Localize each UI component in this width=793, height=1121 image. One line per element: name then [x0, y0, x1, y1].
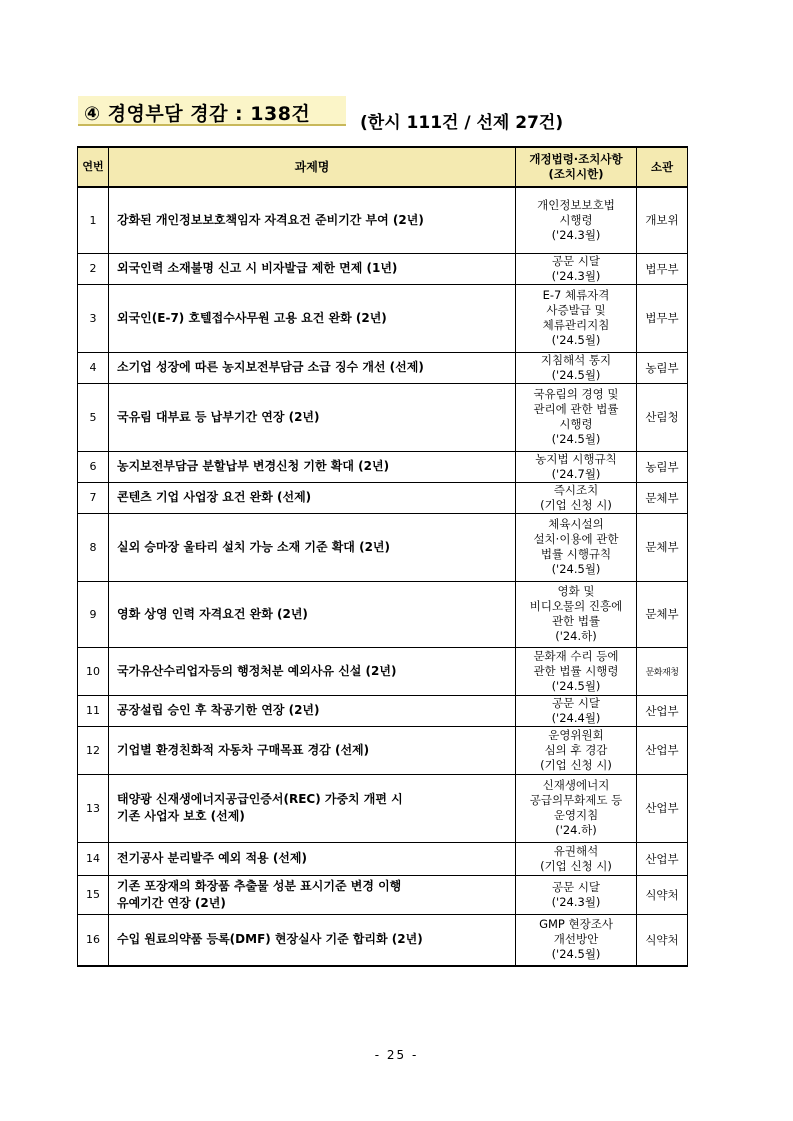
row-number: 13: [78, 774, 109, 842]
responsible-ministry: 개보위: [637, 187, 688, 253]
task-title-line: 실외 승마장 울타리 설치 가능 소재 기준 확대 (2년): [117, 539, 390, 554]
law-measure-line: ('24.3월): [551, 268, 601, 283]
law-measure-line: 체육시설의: [548, 517, 604, 531]
law-measure-line: 심의 후 경감: [544, 742, 608, 757]
responsible-ministry: 법무부: [637, 284, 688, 352]
task-title: [109, 914, 516, 966]
task-title-line: 콘텐츠 기업 사업장 요건 완화 (선제): [117, 490, 312, 504]
header-law-line1: 개정법령·조치사항: [529, 152, 623, 166]
section-heading: ④ 경영부담 경감 : 138건: [84, 103, 311, 125]
row-number: 7: [78, 482, 109, 513]
law-measure-line: ('24.하): [555, 629, 597, 643]
law-measure: [516, 383, 637, 451]
law-measure-line: ('24.5월): [551, 333, 601, 347]
law-measure-line: (기업 신청 시): [540, 858, 612, 873]
table-row: [78, 647, 688, 695]
law-measure-line: ('24.4월): [551, 710, 601, 725]
law-measure-line: 지침해석 통지: [540, 352, 612, 367]
task-title-line: 국가유산수리업자등의 행정처분 예외사유 신설 (2년): [117, 663, 397, 678]
responsible-ministry: 문화재청: [637, 647, 688, 695]
table-row: [78, 695, 688, 726]
task-title-line: 기업별 환경친화적 자동차 구매목표 경감 (선제): [117, 742, 370, 757]
task-title: [109, 482, 516, 513]
task-title: [109, 451, 516, 482]
responsible-ministry: 산업부: [637, 774, 688, 842]
law-measure-line: (기업 신청 시): [540, 497, 612, 512]
table-row: [78, 383, 688, 451]
section-subheading: (한시 111건 / 선제 27건): [360, 113, 564, 133]
law-measure: [516, 513, 637, 581]
law-measure-line: 유권해석: [553, 843, 599, 858]
law-measure-line: 공문 시달: [551, 253, 601, 268]
responsible-ministry: 산업부: [637, 726, 688, 774]
responsible-ministry: 식약처: [637, 914, 688, 966]
task-title: [109, 774, 516, 842]
law-measure: [516, 451, 637, 482]
task-title-line: 국유림 대부료 등 납부기간 연장 (2년): [117, 409, 320, 424]
task-title-line: 농지보전부담금 분할납부 변경신청 기한 확대 (2년): [117, 459, 390, 473]
task-title: [109, 875, 516, 914]
law-measure: [516, 842, 637, 875]
row-number: 4: [78, 352, 109, 383]
table-row: [78, 253, 688, 284]
task-title: [109, 726, 516, 774]
task-title: [109, 187, 516, 253]
row-number: 5: [78, 383, 109, 451]
table-row: [78, 875, 688, 914]
law-measure: [516, 581, 637, 647]
row-number: 6: [78, 451, 109, 482]
responsible-ministry: 산림청: [637, 383, 688, 451]
table-row: [78, 842, 688, 875]
law-measure-line: ('24.5월): [551, 562, 601, 576]
law-measure-line: 관리에 관한 법률: [533, 402, 619, 416]
law-measure-line: 즉시조치: [553, 482, 599, 497]
task-title: [109, 581, 516, 647]
law-measure-line: 개선방안: [553, 932, 599, 947]
law-measure: [516, 695, 637, 726]
law-measure-line: ('24.7월): [551, 466, 601, 481]
table-header-row: [78, 147, 688, 187]
responsible-ministry: 농림부: [637, 352, 688, 383]
task-title-line: 태양광 신재생에너지공급인증서(REC) 가중치 개편 시: [117, 792, 403, 806]
task-title: [109, 284, 516, 352]
law-measure: [516, 284, 637, 352]
row-number: 1: [78, 187, 109, 253]
task-title: [109, 352, 516, 383]
law-measure-line: 설치·이용에 관한: [533, 532, 619, 546]
row-number: 11: [78, 695, 109, 726]
row-number: 14: [78, 842, 109, 875]
law-measure-line: 시행령: [559, 212, 593, 227]
law-measure-line: 문화재 수리 등에: [533, 648, 619, 663]
row-number: 15: [78, 875, 109, 914]
row-number: 16: [78, 914, 109, 966]
task-table: [77, 146, 688, 967]
responsible-ministry: 산업부: [637, 695, 688, 726]
law-measure-line: 운영지침: [553, 808, 599, 822]
law-measure-line: ('24.5월): [551, 947, 601, 962]
task-title-line: 수입 원료의약품 등록(DMF) 현장실사 기준 합리화 (2년): [117, 932, 423, 947]
law-measure-line: ('24.5월): [551, 678, 601, 693]
responsible-ministry: 산업부: [637, 842, 688, 875]
law-measure-line: 영화 및: [557, 584, 595, 598]
table-row: [78, 774, 688, 842]
task-title-line: 강화된 개인정보보호책임자 자격요건 준비기간 부여 (2년): [117, 212, 424, 227]
law-measure: [516, 726, 637, 774]
table-row: [78, 513, 688, 581]
row-number: 9: [78, 581, 109, 647]
table-body: [78, 187, 688, 966]
table-row: [78, 914, 688, 966]
header-law-line2: (조치시한): [548, 167, 604, 181]
law-measure-line: 비디오물의 진흥에: [529, 599, 623, 613]
law-measure-line: GMP 현장조사: [539, 917, 613, 932]
law-measure-line: 관한 법률: [551, 614, 601, 628]
law-measure-line: 개인정보보호법: [537, 197, 615, 212]
responsible-ministry: 법무부: [637, 253, 688, 284]
row-number: 10: [78, 647, 109, 695]
task-title-line: 전기공사 분리발주 예외 적용 (선제): [117, 851, 307, 865]
header-no: 연번: [78, 147, 109, 187]
page-number: - 25 -: [374, 1048, 419, 1062]
responsible-ministry: 문체부: [637, 581, 688, 647]
task-title-line: 기존 포장재의 화장품 추출물 성분 표시기준 변경 이행: [117, 878, 402, 893]
task-title-line: 공장설립 승인 후 착공기한 연장 (2년): [117, 703, 320, 717]
task-title: [109, 695, 516, 726]
header-task: 과제명: [109, 147, 516, 187]
law-measure: [516, 914, 637, 966]
law-measure-line: ('24.5월): [551, 367, 601, 382]
law-measure-line: 법률 시행규칙: [540, 547, 612, 561]
row-number: 2: [78, 253, 109, 284]
law-measure: [516, 647, 637, 695]
law-measure-line: 공문 시달: [551, 695, 601, 710]
law-measure: [516, 187, 637, 253]
law-measure-line: 농지법 시행규칙: [535, 451, 617, 466]
task-title: [109, 647, 516, 695]
responsible-ministry: 식약처: [637, 875, 688, 914]
responsible-ministry: 문체부: [637, 513, 688, 581]
task-title-line: 소기업 성장에 따른 농지보전부담금 소급 징수 개선 (선제): [117, 360, 424, 374]
table-row: [78, 482, 688, 513]
law-measure-line: 사증발급 및: [546, 303, 606, 317]
row-number: 3: [78, 284, 109, 352]
row-number: 12: [78, 726, 109, 774]
law-measure-line: 신재생에너지: [542, 778, 610, 792]
task-title: [109, 842, 516, 875]
law-measure: [516, 253, 637, 284]
responsible-ministry: 농림부: [637, 451, 688, 482]
task-title-line: 외국인(E-7) 호텔접수사무원 고용 요건 완화 (2년): [117, 310, 387, 325]
header-law: [516, 147, 637, 187]
law-measure-line: 관한 법률 시행령: [533, 663, 619, 678]
task-title: [109, 513, 516, 581]
law-measure-line: ('24.3월): [551, 894, 601, 909]
task-title-line: 유예기간 연장 (2년): [117, 895, 226, 910]
law-measure-line: 공급의무화제도 등: [529, 793, 623, 807]
law-measure-line: 체류관리지침: [542, 318, 610, 332]
table-row: [78, 187, 688, 253]
law-measure: [516, 875, 637, 914]
task-title-line: 기존 사업자 보호 (선제): [117, 809, 245, 823]
law-measure-line: ('24.하): [555, 823, 597, 837]
table-row: [78, 284, 688, 352]
law-measure-line: ('24.5월): [551, 432, 601, 446]
law-measure-line: 국유림의 경영 및: [533, 387, 619, 401]
law-measure-line: 운영위원회: [548, 727, 604, 742]
table-row: [78, 726, 688, 774]
row-number: 8: [78, 513, 109, 581]
law-measure: [516, 774, 637, 842]
law-measure: [516, 482, 637, 513]
table-row: [78, 451, 688, 482]
header-dept: 소관: [637, 147, 688, 187]
responsible-ministry: 문체부: [637, 482, 688, 513]
task-title: [109, 383, 516, 451]
task-title: [109, 253, 516, 284]
law-measure-line: E-7 체류자격: [542, 288, 610, 302]
law-measure-line: ('24.3월): [551, 227, 601, 242]
task-title-line: 외국인력 소재불명 신고 시 비자발급 제한 면제 (1년): [117, 261, 398, 275]
law-measure-line: 공문 시달: [551, 879, 601, 894]
law-measure-line: 시행령: [559, 417, 593, 431]
table-row: [78, 352, 688, 383]
law-measure-line: (기업 신청 시): [540, 757, 612, 772]
task-title-line: 영화 상영 인력 자격요건 완화 (2년): [117, 606, 308, 621]
table-row: [78, 581, 688, 647]
law-measure: [516, 352, 637, 383]
